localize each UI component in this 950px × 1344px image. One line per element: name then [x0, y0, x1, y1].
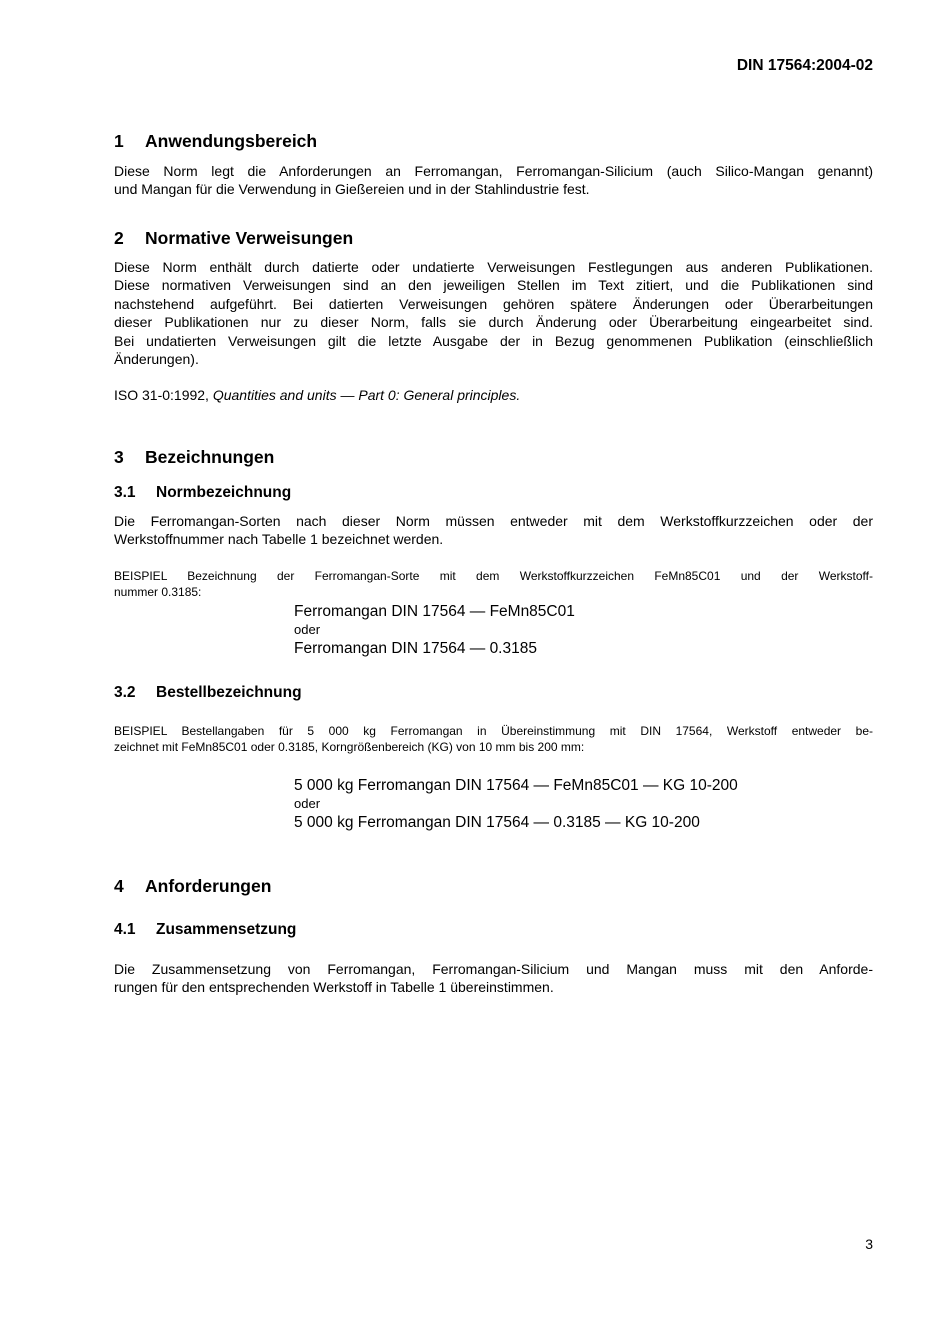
- example-3-1: [114, 569, 873, 600]
- designation-2: Ferromangan DIN 17564 — 0.3185: [294, 640, 537, 657]
- reference-id: ISO 31-0:1992,: [114, 387, 209, 403]
- section-4-1-text: [114, 960, 873, 997]
- section-3-2-heading: [114, 684, 302, 702]
- section-3-1-text: [114, 512, 873, 549]
- text-line: Diese Norm enthält durch datierte oder undatierte Verweisungen Festlegungen aus anderen Publikationen.: [114, 259, 873, 275]
- text-line: rungen für den entsprechenden Werkstoff in Tabelle 1 übereinstimmen.: [114, 979, 554, 996]
- section-2-heading: [114, 228, 353, 249]
- reference-title: Quantities and units — Part 0: General principles.: [212, 387, 521, 403]
- text-line: Die Zusammensetzung von Ferromangan, Ferromangan-Silicium und Mangan muss mit den Anforde-: [114, 961, 873, 977]
- example-3-2: [114, 724, 873, 755]
- section-number: 3.2: [114, 684, 136, 701]
- text-line: Werkstoffnummer nach Tabelle 1 bezeichnet werden.: [114, 531, 444, 548]
- order-designation-2: 5 000 kg Ferromangan DIN 17564 — 0.3185 — KG 10-200: [294, 814, 700, 831]
- section-title: Zusammensetzung: [156, 921, 297, 938]
- section-title: Normative Verweisungen: [145, 228, 354, 248]
- section-number: 2: [114, 228, 124, 248]
- text-line: nachstehend aufgeführt. Bei datierten Verweisungen gehören spätere Änderungen oder Überarbeitungen: [114, 295, 873, 312]
- normative-reference: [114, 387, 520, 403]
- section-title: Anforderungen: [145, 876, 272, 896]
- section-number: 4.1: [114, 921, 136, 938]
- section-4-1-heading: [114, 921, 296, 939]
- designation-1: Ferromangan DIN 17564 — FeMn85C01: [294, 603, 575, 620]
- example-line: nummer 0.3185:: [114, 584, 202, 599]
- text-line: Änderungen).: [114, 351, 199, 368]
- example-line: BEISPIEL Bestellangaben für 5 000 kg Ferromangan in Übereinstimmung mit DIN 17564, Werkstoff entweder be-: [114, 724, 873, 738]
- section-2-text: [114, 258, 873, 368]
- page-number: 3: [865, 1236, 873, 1252]
- order-designation-1: 5 000 kg Ferromangan DIN 17564 — FeMn85C01 — KG 10-200: [294, 777, 738, 794]
- section-1-text: [114, 162, 873, 199]
- text-line: Bei undatierten Verweisungen gilt die letzte Ausgabe der in Bezug genommenen Publikation (einschließlich: [114, 332, 873, 349]
- section-1-heading: [114, 131, 317, 152]
- section-number: 1: [114, 131, 124, 151]
- oder-label: oder: [294, 622, 321, 637]
- section-number: 3: [114, 447, 124, 467]
- order-examples: [294, 776, 738, 832]
- example-line: BEISPIEL Bezeichnung der Ferromangan-Sorte mit dem Werkstoffkurzzeichen FeMn85C01 und der Werkstoff-: [114, 569, 873, 583]
- document-id: DIN 17564:2004-02: [736, 57, 873, 74]
- section-number: 4: [114, 876, 124, 896]
- oder-label: oder: [294, 796, 321, 811]
- section-title: Bestellbezeichnung: [156, 684, 302, 701]
- section-title: Anwendungsbereich: [145, 131, 318, 151]
- section-title: Bezeichnungen: [145, 447, 275, 467]
- section-4-heading: [114, 876, 271, 897]
- text-line: Diese normativen Verweisungen sind an den jeweiligen Stellen im Text zitiert, und die Publikationen sind: [114, 277, 873, 294]
- text-line: und Mangan für die Verwendung in Gießereien und in der Stahlindustrie fest.: [114, 181, 590, 198]
- example-line: zeichnet mit FeMn85C01 oder 0.3185, Korngrößenbereich (KG) von 10 mm bis 200 mm:: [114, 739, 585, 754]
- section-title: Normbezeichnung: [156, 484, 292, 501]
- designation-examples: [294, 602, 575, 658]
- text-line: Diese Norm legt die Anforderungen an Ferromangan, Ferromangan-Silicium (auch Silico-Mangan genannt): [114, 163, 873, 179]
- text-line: dieser Publikationen nur zu dieser Norm, falls sie durch Änderung oder Überarbeitung eingearbeitet sind.: [114, 314, 873, 331]
- section-3-1-heading: [114, 484, 291, 502]
- section-number: 3.1: [114, 484, 136, 501]
- section-3-heading: [114, 447, 274, 468]
- text-line: Die Ferromangan-Sorten nach dieser Norm müssen entweder mit dem Werkstoffkurzzeichen oder der: [114, 513, 873, 529]
